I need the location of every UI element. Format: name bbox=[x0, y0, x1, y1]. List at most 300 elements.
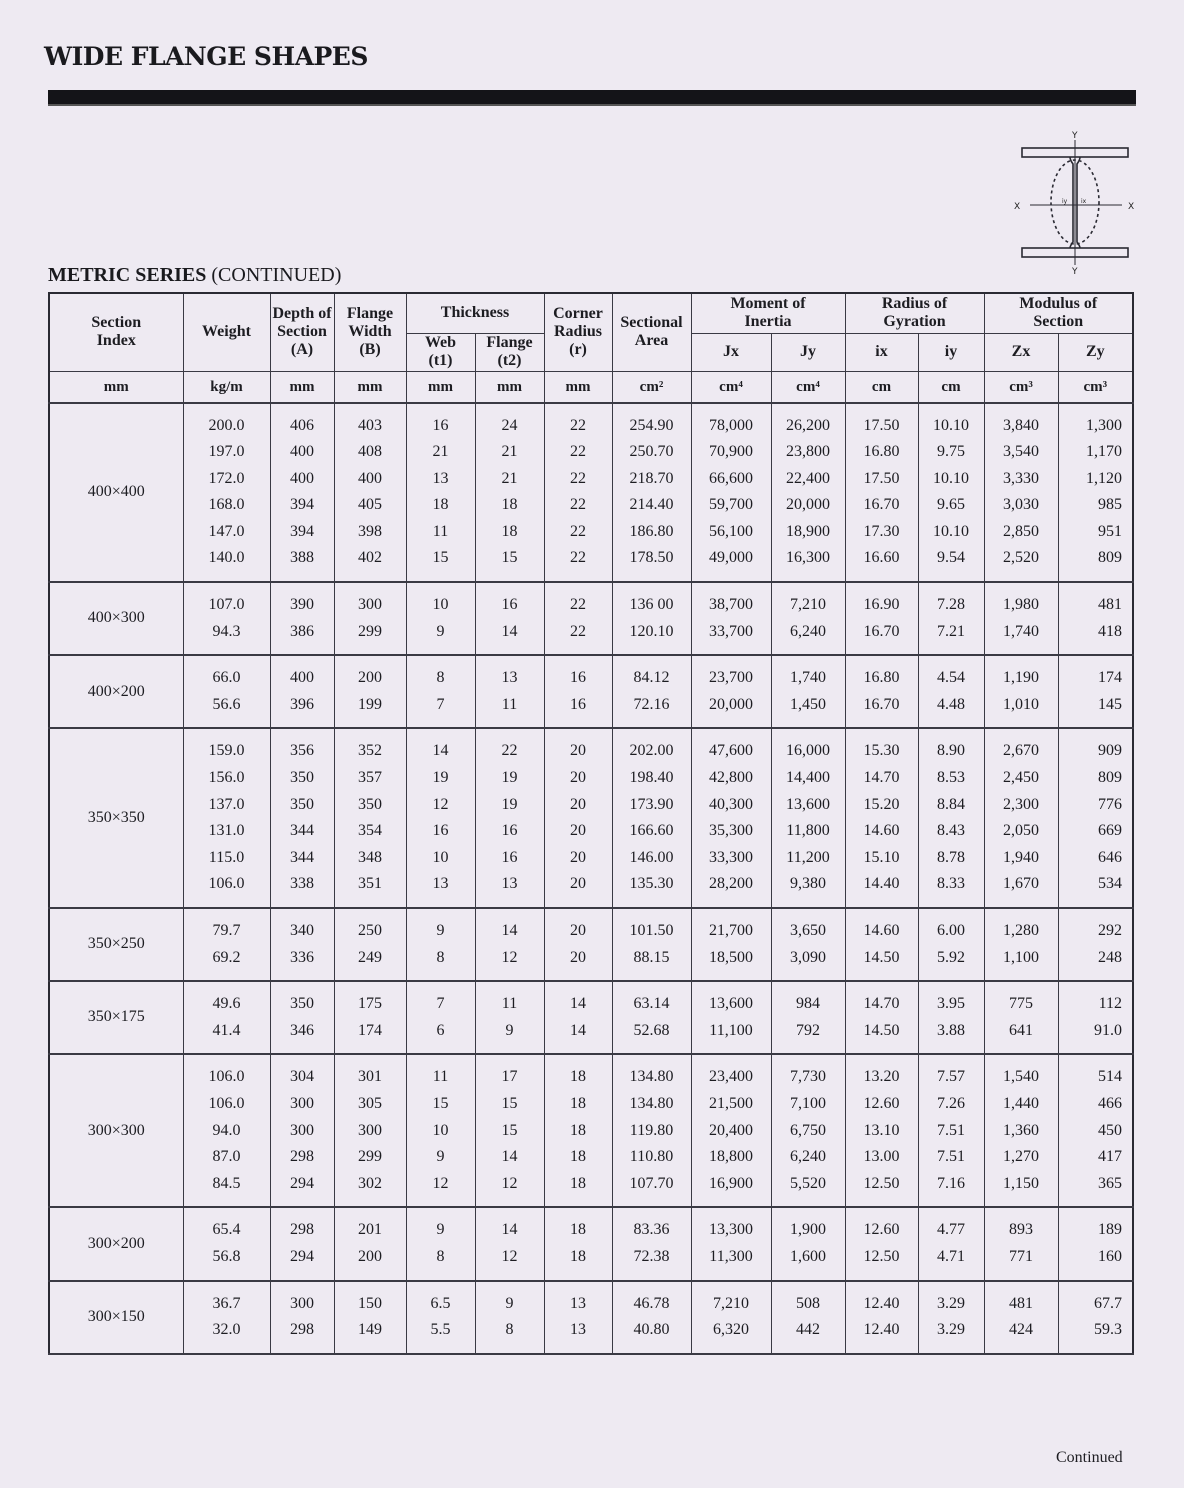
table-row bbox=[49, 1217, 1133, 1244]
table-cell: 16,000 bbox=[771, 738, 845, 765]
table-cell: 450 bbox=[1058, 1118, 1133, 1145]
section-index-cell: 350×250 bbox=[49, 918, 183, 971]
table-cell: 2,050 bbox=[984, 818, 1058, 845]
table-row bbox=[49, 619, 1133, 646]
table-cell: 21 bbox=[475, 439, 544, 466]
header-jx: Jx bbox=[691, 333, 771, 371]
table-cell: 79.7 bbox=[183, 918, 270, 945]
table-cell: 365 bbox=[1058, 1171, 1133, 1198]
table-row bbox=[49, 413, 1133, 440]
table-cell: 22 bbox=[544, 466, 612, 493]
table-cell: 481 bbox=[984, 1291, 1058, 1318]
table-cell: 809 bbox=[1058, 765, 1133, 792]
table-cell: 19 bbox=[475, 792, 544, 819]
table-cell: 3.95 bbox=[918, 991, 984, 1018]
table-cell: 101.50 bbox=[612, 918, 691, 945]
unit-cell: cm⁴ bbox=[771, 371, 845, 403]
table-cell: 18 bbox=[544, 1144, 612, 1171]
table-cell: 344 bbox=[270, 845, 334, 872]
table-cell: 131.0 bbox=[183, 818, 270, 845]
table-cell: 388 bbox=[270, 545, 334, 572]
table-cell: 2,850 bbox=[984, 519, 1058, 546]
table-cell: 6,750 bbox=[771, 1118, 845, 1145]
table-cell: 15.30 bbox=[845, 738, 918, 765]
table-cell: 12.60 bbox=[845, 1091, 918, 1118]
table-cell: 508 bbox=[771, 1291, 845, 1318]
table-cell: 400 bbox=[334, 466, 406, 493]
table-cell: 12.50 bbox=[845, 1244, 918, 1271]
table-cell: 11 bbox=[406, 1064, 475, 1091]
table-cell: 174 bbox=[1058, 665, 1133, 692]
table-cell: 2,300 bbox=[984, 792, 1058, 819]
table-cell: 134.80 bbox=[612, 1091, 691, 1118]
table-cell: 344 bbox=[270, 818, 334, 845]
table-cell: 984 bbox=[771, 991, 845, 1018]
table-row bbox=[49, 1018, 1133, 1045]
section-group bbox=[49, 981, 1133, 1054]
table-cell: 65.4 bbox=[183, 1217, 270, 1244]
table-cell: 28,200 bbox=[691, 871, 771, 898]
section-group bbox=[49, 1281, 1133, 1354]
table-cell: 63.14 bbox=[612, 991, 691, 1018]
table-cell: 1,150 bbox=[984, 1171, 1058, 1198]
table-cell: 14.50 bbox=[845, 945, 918, 972]
table-cell: 19 bbox=[475, 765, 544, 792]
table-cell: 201 bbox=[334, 1217, 406, 1244]
section-group bbox=[49, 1207, 1133, 1280]
table-cell: 189 bbox=[1058, 1217, 1133, 1244]
table-cell: 110.80 bbox=[612, 1144, 691, 1171]
table-cell: 119.80 bbox=[612, 1118, 691, 1145]
table-cell: 26,200 bbox=[771, 413, 845, 440]
table-cell: 1,540 bbox=[984, 1064, 1058, 1091]
table-cell: 7,210 bbox=[771, 592, 845, 619]
table-cell: 13 bbox=[475, 871, 544, 898]
table-cell: 3,330 bbox=[984, 466, 1058, 493]
table-cell: 20,400 bbox=[691, 1118, 771, 1145]
table-cell: 352 bbox=[334, 738, 406, 765]
table-cell: 298 bbox=[270, 1317, 334, 1344]
table-cell: 24 bbox=[475, 413, 544, 440]
table-cell: 120.10 bbox=[612, 619, 691, 646]
table-cell: 112 bbox=[1058, 991, 1133, 1018]
table-cell: 1,740 bbox=[984, 619, 1058, 646]
table-cell: 22 bbox=[544, 519, 612, 546]
table-row bbox=[49, 1317, 1133, 1344]
table-cell: 14 bbox=[475, 1144, 544, 1171]
table-cell: 106.0 bbox=[183, 1091, 270, 1118]
table-cell: 18 bbox=[544, 1171, 612, 1198]
table-cell: 18 bbox=[544, 1064, 612, 1091]
table-cell: 72.16 bbox=[612, 692, 691, 719]
table-cell: 78,000 bbox=[691, 413, 771, 440]
table-cell: 7.16 bbox=[918, 1171, 984, 1198]
table-cell: 67.7 bbox=[1058, 1291, 1133, 1318]
table-cell: 106.0 bbox=[183, 1064, 270, 1091]
table-cell: 9 bbox=[406, 918, 475, 945]
table-row bbox=[49, 1291, 1133, 1318]
table-cell: 298 bbox=[270, 1217, 334, 1244]
table-cell: 16.70 bbox=[845, 619, 918, 646]
table-cell: 22 bbox=[475, 738, 544, 765]
table-cell: 33,300 bbox=[691, 845, 771, 872]
series-title-bold: METRIC SERIES bbox=[48, 264, 207, 286]
table-cell: 14.70 bbox=[845, 991, 918, 1018]
header-weight: Weight bbox=[183, 293, 270, 371]
table-cell: 36.7 bbox=[183, 1291, 270, 1318]
table-cell: 18 bbox=[475, 519, 544, 546]
table-cell: 893 bbox=[984, 1217, 1058, 1244]
table-cell: 22 bbox=[544, 592, 612, 619]
table-cell: 8 bbox=[406, 945, 475, 972]
table-cell: 1,100 bbox=[984, 945, 1058, 972]
table-cell: 20 bbox=[544, 918, 612, 945]
table-cell: 1,670 bbox=[984, 871, 1058, 898]
header-depth: Depth of Section (A) bbox=[270, 293, 334, 371]
table-cell: 400 bbox=[270, 439, 334, 466]
table-row bbox=[49, 918, 1133, 945]
table-cell: 249 bbox=[334, 945, 406, 972]
table-cell: 3.29 bbox=[918, 1291, 984, 1318]
table-cell: 22 bbox=[544, 619, 612, 646]
table-cell: 6,240 bbox=[771, 1144, 845, 1171]
header-iy: iy bbox=[918, 333, 984, 371]
table-cell: 9.75 bbox=[918, 439, 984, 466]
unit-cell: cm bbox=[845, 371, 918, 403]
table-cell: 106.0 bbox=[183, 871, 270, 898]
table-row bbox=[49, 665, 1133, 692]
table-row bbox=[49, 845, 1133, 872]
table-cell: 1,120 bbox=[1058, 466, 1133, 493]
table-cell: 3.88 bbox=[918, 1018, 984, 1045]
table-cell: 396 bbox=[270, 692, 334, 719]
table-cell: 18,900 bbox=[771, 519, 845, 546]
table-cell: 16,900 bbox=[691, 1171, 771, 1198]
table-cell: 16.80 bbox=[845, 665, 918, 692]
table-row bbox=[49, 466, 1133, 493]
table-cell: 70,900 bbox=[691, 439, 771, 466]
table-cell: 514 bbox=[1058, 1064, 1133, 1091]
section-index-cell: 350×175 bbox=[49, 991, 183, 1044]
table-row bbox=[49, 492, 1133, 519]
table-cell: 7 bbox=[406, 692, 475, 719]
table-row bbox=[49, 519, 1133, 546]
table-cell: 22 bbox=[544, 545, 612, 572]
table-cell: 5,520 bbox=[771, 1171, 845, 1198]
table-cell: 16 bbox=[406, 818, 475, 845]
table-cell: 156.0 bbox=[183, 765, 270, 792]
table-cell: 72.38 bbox=[612, 1244, 691, 1271]
table-cell: 12 bbox=[475, 1244, 544, 1271]
table-cell: 16 bbox=[544, 665, 612, 692]
header-thickness: Thickness bbox=[406, 293, 544, 333]
table-cell: 13 bbox=[406, 871, 475, 898]
table-cell: 13,600 bbox=[771, 792, 845, 819]
series-title-rest: (CONTINUED) bbox=[211, 264, 342, 286]
unit-cell: mm bbox=[406, 371, 475, 403]
table-cell: 20 bbox=[544, 871, 612, 898]
table-cell: 56.8 bbox=[183, 1244, 270, 1271]
table-cell: 402 bbox=[334, 545, 406, 572]
table-cell: 1,900 bbox=[771, 1217, 845, 1244]
x-axis-label-right: X bbox=[1128, 202, 1135, 212]
table-cell: 13.20 bbox=[845, 1064, 918, 1091]
table-cell: 9 bbox=[406, 619, 475, 646]
table-cell: 134.80 bbox=[612, 1064, 691, 1091]
header-corner-radius: Corner Radius (r) bbox=[544, 293, 612, 371]
table-cell: 46.78 bbox=[612, 1291, 691, 1318]
table-cell: 16 bbox=[475, 592, 544, 619]
table-cell: 386 bbox=[270, 619, 334, 646]
table-cell: 174 bbox=[334, 1018, 406, 1045]
table-cell: 951 bbox=[1058, 519, 1133, 546]
table-cell: 301 bbox=[334, 1064, 406, 1091]
table-cell: 18,800 bbox=[691, 1144, 771, 1171]
table-cell: 298 bbox=[270, 1144, 334, 1171]
table-cell: 305 bbox=[334, 1091, 406, 1118]
table-cell: 8 bbox=[406, 665, 475, 692]
table-cell: 69.2 bbox=[183, 945, 270, 972]
table-cell: 21,700 bbox=[691, 918, 771, 945]
table-cell: 300 bbox=[270, 1291, 334, 1318]
table-cell: 400 bbox=[270, 466, 334, 493]
table-cell: 12 bbox=[406, 1171, 475, 1198]
table-row bbox=[49, 765, 1133, 792]
table-cell: 408 bbox=[334, 439, 406, 466]
table-cell: 14 bbox=[544, 1018, 612, 1045]
y-axis-label: Y bbox=[1072, 131, 1078, 141]
table-row bbox=[49, 818, 1133, 845]
unit-cell: mm bbox=[334, 371, 406, 403]
header-modulus-of-section: Modulus of Section bbox=[984, 293, 1133, 333]
table-cell: 16 bbox=[544, 692, 612, 719]
table-row bbox=[49, 692, 1133, 719]
unit-cell: mm bbox=[270, 371, 334, 403]
table-cell: 33,700 bbox=[691, 619, 771, 646]
table-cell: 390 bbox=[270, 592, 334, 619]
table-cell: 42,800 bbox=[691, 765, 771, 792]
table-cell: 8 bbox=[406, 1244, 475, 1271]
table-cell: 32.0 bbox=[183, 1317, 270, 1344]
table-cell: 47,600 bbox=[691, 738, 771, 765]
table-cell: 6,320 bbox=[691, 1317, 771, 1344]
table-cell: 12 bbox=[406, 792, 475, 819]
table-cell: 909 bbox=[1058, 738, 1133, 765]
table-cell: 3,090 bbox=[771, 945, 845, 972]
continued-note: Continued bbox=[1056, 1449, 1123, 1466]
table-cell: 18 bbox=[475, 492, 544, 519]
table-cell: 14 bbox=[544, 991, 612, 1018]
table-cell: 10.10 bbox=[918, 519, 984, 546]
header-section-index: Section Index bbox=[49, 293, 183, 371]
wide-flange-diagram-icon bbox=[1010, 130, 1140, 275]
table-cell: 7.21 bbox=[918, 619, 984, 646]
table-cell: 809 bbox=[1058, 545, 1133, 572]
table-cell: 214.40 bbox=[612, 492, 691, 519]
table-cell: 18,500 bbox=[691, 945, 771, 972]
table-cell: 23,800 bbox=[771, 439, 845, 466]
unit-cell: mm bbox=[475, 371, 544, 403]
table-cell: 15 bbox=[475, 1118, 544, 1145]
table-cell: 107.70 bbox=[612, 1171, 691, 1198]
table-cell: 168.0 bbox=[183, 492, 270, 519]
table-cell: 9 bbox=[406, 1217, 475, 1244]
table-cell: 38,700 bbox=[691, 592, 771, 619]
table-cell: 13 bbox=[475, 665, 544, 692]
table-cell: 59,700 bbox=[691, 492, 771, 519]
table-cell: 19 bbox=[406, 765, 475, 792]
table-cell: 197.0 bbox=[183, 439, 270, 466]
table-cell: 336 bbox=[270, 945, 334, 972]
section-group bbox=[49, 1054, 1133, 1207]
table-cell: 88.15 bbox=[612, 945, 691, 972]
table-cell: 49.6 bbox=[183, 991, 270, 1018]
table-cell: 248 bbox=[1058, 945, 1133, 972]
table-cell: 1,600 bbox=[771, 1244, 845, 1271]
table-cell: 15.20 bbox=[845, 792, 918, 819]
table-cell: 7.26 bbox=[918, 1091, 984, 1118]
table-cell: 20 bbox=[544, 792, 612, 819]
table-cell: 771 bbox=[984, 1244, 1058, 1271]
table-cell: 3.29 bbox=[918, 1317, 984, 1344]
table-cell: 20 bbox=[544, 738, 612, 765]
table-cell: 7.51 bbox=[918, 1144, 984, 1171]
table-cell: 292 bbox=[1058, 918, 1133, 945]
section-group bbox=[49, 403, 1133, 583]
table-cell: 8.33 bbox=[918, 871, 984, 898]
header-flange-width: Flange Width (B) bbox=[334, 293, 406, 371]
unit-cell: mm bbox=[49, 371, 183, 403]
table-cell: 398 bbox=[334, 519, 406, 546]
x-axis-label: X bbox=[1014, 202, 1021, 212]
table-cell: 52.68 bbox=[612, 1018, 691, 1045]
unit-cell: cm³ bbox=[1058, 371, 1133, 403]
table-row bbox=[49, 1064, 1133, 1091]
table-cell: 1,440 bbox=[984, 1091, 1058, 1118]
table-cell: 8.90 bbox=[918, 738, 984, 765]
table-cell: 16,300 bbox=[771, 545, 845, 572]
unit-cell: cm bbox=[918, 371, 984, 403]
table-cell: 13.10 bbox=[845, 1118, 918, 1145]
table-cell: 792 bbox=[771, 1018, 845, 1045]
table-cell: 159.0 bbox=[183, 738, 270, 765]
table-cell: 13 bbox=[544, 1317, 612, 1344]
table-row bbox=[49, 1244, 1133, 1271]
page-title: WIDE FLANGE SHAPES bbox=[44, 42, 368, 71]
table-cell: 8.53 bbox=[918, 765, 984, 792]
table-cell: 10 bbox=[406, 845, 475, 872]
table-cell: 149 bbox=[334, 1317, 406, 1344]
section-index-cell: 300×200 bbox=[49, 1217, 183, 1270]
table-cell: 346 bbox=[270, 1018, 334, 1045]
table-cell: 6,240 bbox=[771, 619, 845, 646]
table-cell: 2,670 bbox=[984, 738, 1058, 765]
table-cell: 35,300 bbox=[691, 818, 771, 845]
header-zx: Zx bbox=[984, 333, 1058, 371]
table-cell: 1,190 bbox=[984, 665, 1058, 692]
table-cell: 641 bbox=[984, 1018, 1058, 1045]
table-cell: 20,000 bbox=[771, 492, 845, 519]
table-cell: 1,980 bbox=[984, 592, 1058, 619]
table-cell: 13.00 bbox=[845, 1144, 918, 1171]
table-cell: 12.60 bbox=[845, 1217, 918, 1244]
table-cell: 350 bbox=[334, 792, 406, 819]
section-index-cell: 400×400 bbox=[49, 413, 183, 573]
table-row bbox=[49, 592, 1133, 619]
table-cell: 22 bbox=[544, 413, 612, 440]
table-row bbox=[49, 1118, 1133, 1145]
table-cell: 3,840 bbox=[984, 413, 1058, 440]
table-cell: 16 bbox=[475, 845, 544, 872]
table-cell: 135.30 bbox=[612, 871, 691, 898]
table-cell: 9.54 bbox=[918, 545, 984, 572]
table-cell: 2,520 bbox=[984, 545, 1058, 572]
table-cell: 11,200 bbox=[771, 845, 845, 872]
table-cell: 199 bbox=[334, 692, 406, 719]
table-cell: 354 bbox=[334, 818, 406, 845]
table-cell: 669 bbox=[1058, 818, 1133, 845]
table-cell: 481 bbox=[1058, 592, 1133, 619]
table-cell: 23,400 bbox=[691, 1064, 771, 1091]
table-cell: 1,280 bbox=[984, 918, 1058, 945]
table-cell: 394 bbox=[270, 519, 334, 546]
table-cell: 12 bbox=[475, 945, 544, 972]
table-cell: 107.0 bbox=[183, 592, 270, 619]
table-cell: 14 bbox=[406, 738, 475, 765]
table-row bbox=[49, 1171, 1133, 1198]
table-cell: 400 bbox=[270, 665, 334, 692]
table-cell: 4.54 bbox=[918, 665, 984, 692]
table-cell: 6.5 bbox=[406, 1291, 475, 1318]
table-cell: 6.00 bbox=[918, 918, 984, 945]
table-cell: 21 bbox=[475, 466, 544, 493]
table-cell: 14 bbox=[475, 918, 544, 945]
table-cell: 466 bbox=[1058, 1091, 1133, 1118]
table-cell: 22 bbox=[544, 439, 612, 466]
table-cell: 300 bbox=[270, 1118, 334, 1145]
table-cell: 21,500 bbox=[691, 1091, 771, 1118]
table-cell: 94.3 bbox=[183, 619, 270, 646]
table-cell: 200.0 bbox=[183, 413, 270, 440]
table-cell: 7,100 bbox=[771, 1091, 845, 1118]
table-cell: 15.10 bbox=[845, 845, 918, 872]
table-cell: 11,300 bbox=[691, 1244, 771, 1271]
table-cell: 3,030 bbox=[984, 492, 1058, 519]
section-index-cell: 350×350 bbox=[49, 738, 183, 898]
table-cell: 294 bbox=[270, 1244, 334, 1271]
table-cell: 14 bbox=[475, 1217, 544, 1244]
table-cell: 304 bbox=[270, 1064, 334, 1091]
table-cell: 66,600 bbox=[691, 466, 771, 493]
table-cell: 18 bbox=[544, 1118, 612, 1145]
table-cell: 18 bbox=[544, 1244, 612, 1271]
table-cell: 300 bbox=[334, 1118, 406, 1145]
table-cell: 417 bbox=[1058, 1144, 1133, 1171]
header-zy: Zy bbox=[1058, 333, 1133, 371]
unit-cell: cm² bbox=[612, 371, 691, 403]
table-cell: 5.5 bbox=[406, 1317, 475, 1344]
table-cell: 1,010 bbox=[984, 692, 1058, 719]
table-cell: 338 bbox=[270, 871, 334, 898]
table-cell: 17.50 bbox=[845, 413, 918, 440]
table-cell: 20,000 bbox=[691, 692, 771, 719]
table-row bbox=[49, 792, 1133, 819]
section-group bbox=[49, 908, 1133, 981]
table-cell: 4.71 bbox=[918, 1244, 984, 1271]
section-index-cell: 400×200 bbox=[49, 665, 183, 718]
table-cell: 16.90 bbox=[845, 592, 918, 619]
table-cell: 1,360 bbox=[984, 1118, 1058, 1145]
